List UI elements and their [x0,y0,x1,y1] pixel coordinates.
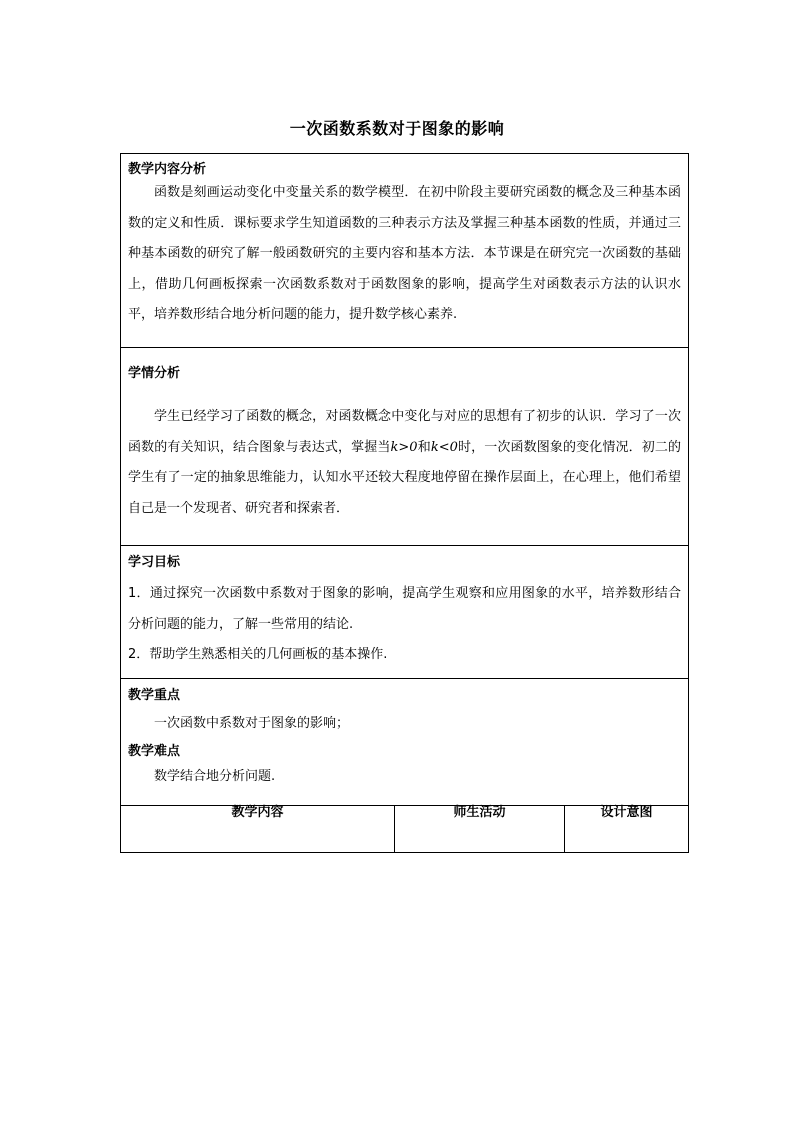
column-header-intent: 设计意图 [565,806,689,853]
difficulties-text: 数学结合地分析问题. [154,768,276,784]
content-analysis-row [121,154,689,348]
key-points-heading: 教学重点 [128,688,181,703]
key-points-cell [121,679,689,806]
student-analysis-row [121,348,689,546]
column-header-activities: 师生活动 [395,806,565,853]
student-analysis-text-part: 时，一次函数图象的变化情况．初二的学生有了一定的抽象思维能力，认知水平还较大程度地停留在操作层面上，在心理上，他们希望自己是一个发现者、研究者和探索者． [128,439,682,516]
objectives-row [121,546,689,679]
column-header-row [121,806,689,853]
math-k-positive: k>0 [390,439,418,455]
content-analysis-text: 函数是刻画运动变化中变量关系的数学模型．在初中阶段主要研究函数的概念及三种基本函数的定义和性质．课标要求学生知道函数的三种表示方法及掌握三种基本函数的性质，并通过三种基本函数的研究了解一般函数研究的主要内容和基本方法．本节课是在研究完一次函数的基础上，借助几何画板探索一次函数系数对于函数图象的影响，提高学生对函数表示方法的认识水平，培养数形结合地分析问题的能力，提升数学核心素养. [128,185,682,322]
objective-item: 1．通过探究一次函数中系数对于图象的影响，提高学生观察和应用图象的水平，培养数形结合分析问题的能力，了解一些常用的结论. [128,586,682,632]
objectives-heading: 学习目标 [128,555,181,570]
math-k-negative: k<0 [430,439,458,455]
student-analysis-cell [121,348,689,546]
student-analysis-text [128,402,681,524]
objectives-cell [121,546,689,679]
document-title: 一次函数系数对于图象的影响 [289,119,505,138]
key-points-text: 一次函数中系数对于图象的影响； [154,716,350,731]
student-analysis-text-part: 学生已经学习了函数的概念，对函数概念中变化与对应的思想有了初步的认识．学习了一次函数的有关知识，结合图象与表达式，掌握当 [128,409,682,455]
content-analysis-cell [121,154,689,348]
objective-item: 2．帮助学生熟悉相关的几何画板的基本操作. [128,647,388,662]
key-points-row [121,679,689,806]
content-analysis-heading: 教学内容分析 [128,162,207,177]
lesson-plan-table [120,153,689,853]
column-header-content: 教学内容 [121,806,395,853]
student-analysis-heading: 学情分析 [128,366,181,381]
student-analysis-text-part: 和 [417,439,431,455]
difficulties-heading: 教学难点 [128,743,181,759]
